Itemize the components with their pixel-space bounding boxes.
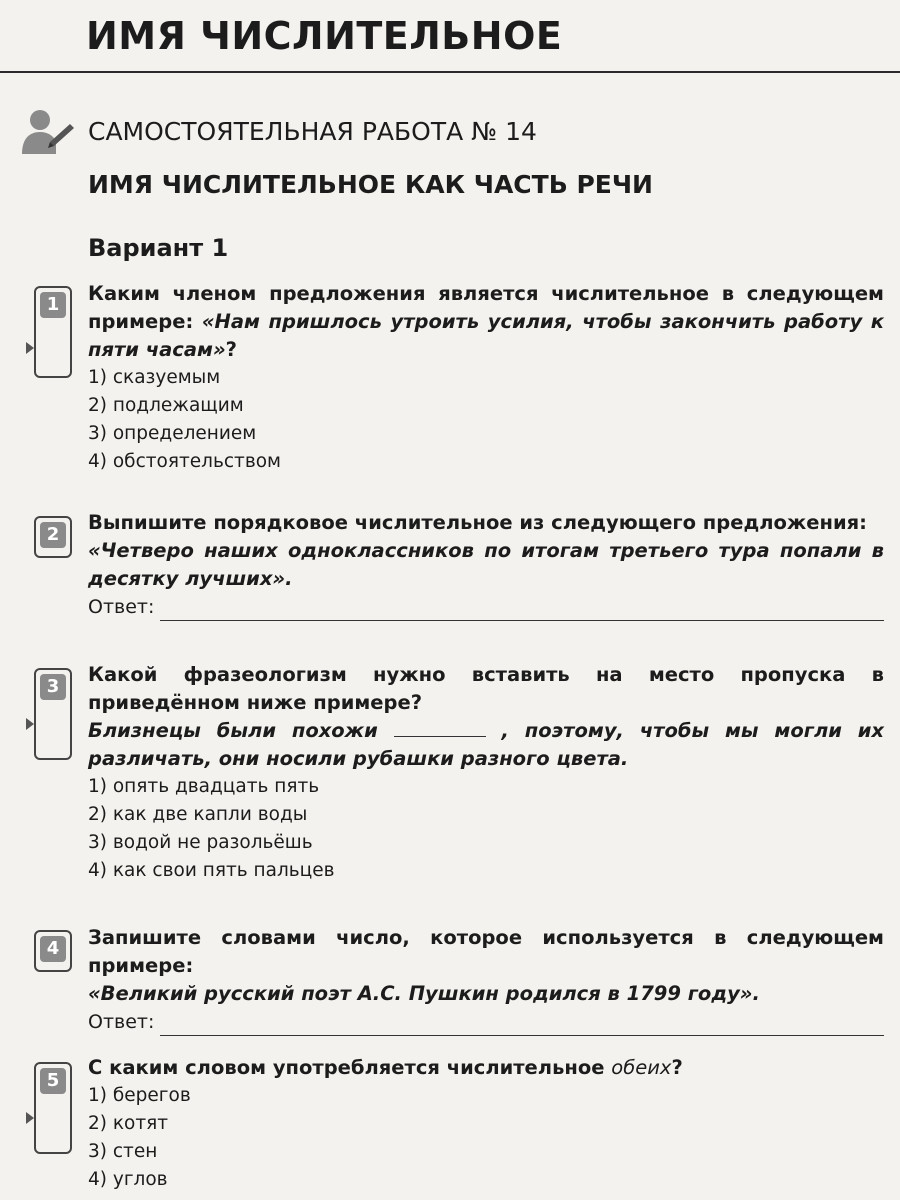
question-tab-1 xyxy=(34,286,72,378)
option[interactable]: 4) как свои пять пальцев xyxy=(88,860,335,881)
option[interactable]: 3) водой не разольёшь xyxy=(88,832,313,853)
answer-field[interactable] xyxy=(160,1017,884,1036)
option[interactable]: 2) подлежащим xyxy=(88,395,244,416)
question-number: 1 xyxy=(40,292,66,318)
question-text: Какой фразеологизм нужно вставить на место пропуска в приведённом ниже примере? Близнецы были похожи , поэтому, чтобы мы могли их различать, они носили рубашки разного цвета. xyxy=(88,663,884,770)
question-5 xyxy=(88,1054,884,1194)
option[interactable]: 1) сказуемым xyxy=(88,367,221,388)
option[interactable]: 4) обстоятельством xyxy=(88,451,282,472)
answer-field[interactable] xyxy=(160,602,884,621)
section-title: ИМЯ ЧИСЛИТЕЛЬНОЕ КАК ЧАСТЬ РЕЧИ xyxy=(88,170,653,199)
options-list xyxy=(88,364,884,476)
question-text: Каким членом предложения является числительное в следующем примере: «Нам пришлось утроить усилия, чтобы закончить работу к пяти часам»? xyxy=(88,282,885,361)
title-divider xyxy=(0,71,900,73)
option[interactable]: 1) опять двадцать пять xyxy=(88,776,320,797)
question-tab-3 xyxy=(34,668,72,760)
arrow-marker-icon xyxy=(26,718,34,730)
question-1 xyxy=(88,280,884,476)
question-tab-4 xyxy=(34,930,72,972)
options-list xyxy=(88,1082,884,1194)
question-number: 5 xyxy=(40,1068,66,1094)
question-4 xyxy=(88,924,884,1036)
question-number: 4 xyxy=(40,936,66,962)
question-text: С каким словом употребляется числительное обеих? xyxy=(88,1056,683,1079)
variant-label: Вариант 1 xyxy=(88,234,229,262)
question-3 xyxy=(88,661,884,885)
question-number: 3 xyxy=(40,674,66,700)
question-2 xyxy=(88,509,884,621)
option[interactable]: 4) углов xyxy=(88,1169,168,1190)
option[interactable]: 3) определением xyxy=(88,423,257,444)
options-list xyxy=(88,773,884,885)
answer-row: Ответ: xyxy=(88,593,884,621)
question-number: 2 xyxy=(40,522,66,548)
answer-row: Ответ: xyxy=(88,1008,884,1036)
option[interactable]: 2) котят xyxy=(88,1113,169,1134)
question-text: Выпишите порядковое числительное из следующего предложения: «Четверо наших одноклассников по итогам третьего тура попали в десятку лучших». xyxy=(88,511,884,590)
option[interactable]: 3) стен xyxy=(88,1141,158,1162)
question-tab-5 xyxy=(34,1062,72,1154)
page-title: ИМЯ ЧИСЛИТЕЛЬНОЕ xyxy=(86,14,563,58)
arrow-marker-icon xyxy=(26,1112,34,1124)
question-tab-2 xyxy=(34,516,72,558)
arrow-marker-icon xyxy=(26,342,34,354)
work-title: САМОСТОЯТЕЛЬНАЯ РАБОТА № 14 xyxy=(88,117,537,146)
option[interactable]: 1) берегов xyxy=(88,1085,191,1106)
option[interactable]: 2) как две капли воды xyxy=(88,804,308,825)
question-text: Запишите словами число, которое используется в следующем примере: «Великий русский поэт А.С. Пушкин родился в 1799 году». xyxy=(88,926,884,1005)
student-writing-icon xyxy=(20,108,74,154)
blank-field[interactable] xyxy=(394,718,486,737)
